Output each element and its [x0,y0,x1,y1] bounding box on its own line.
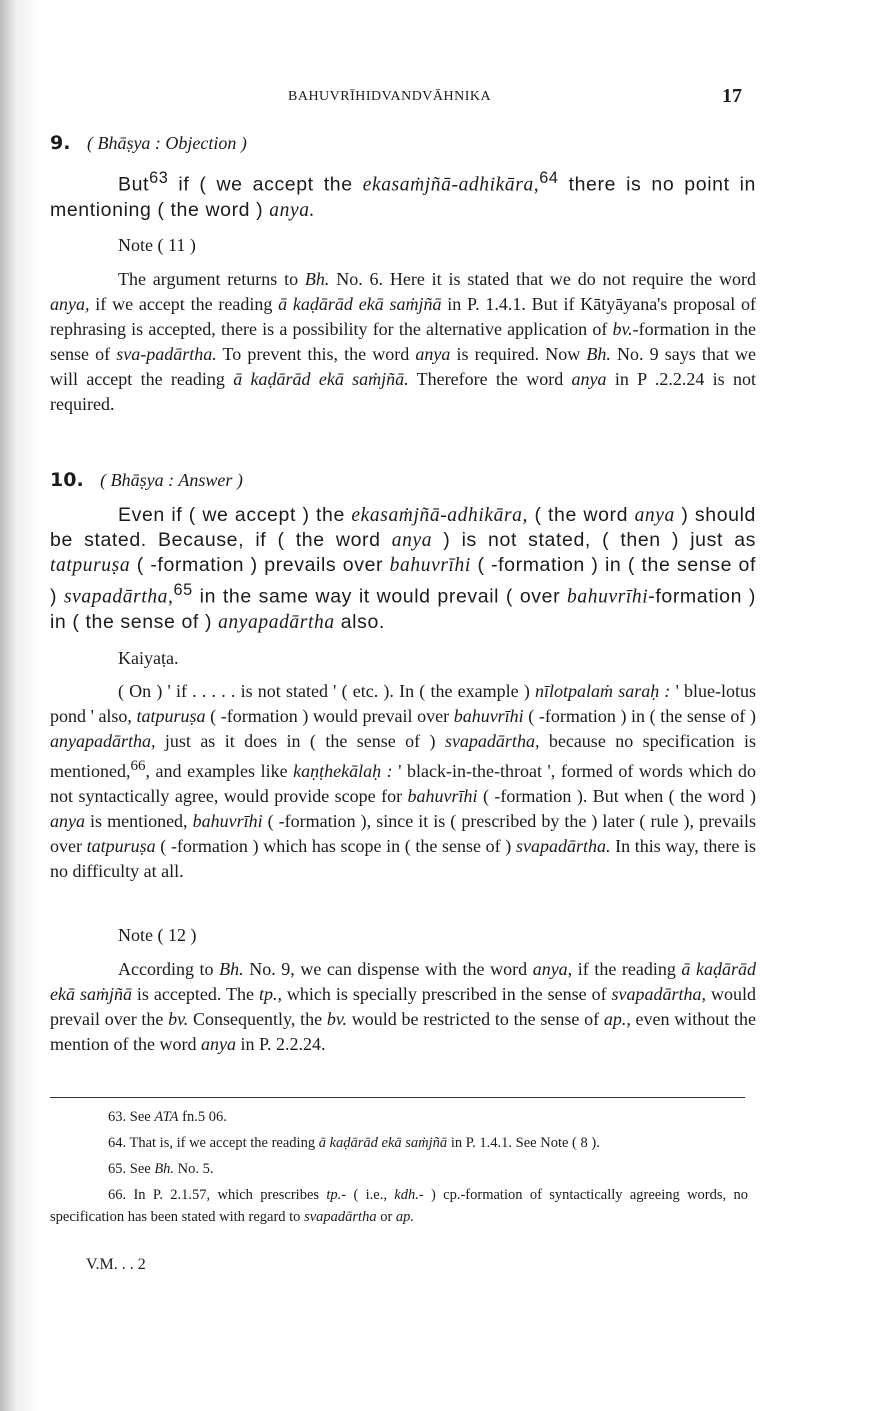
term: bv. [612,319,633,339]
text-run: In this way, there is no difficulty at all. [50,836,756,881]
text-run: ' black-in-the-throat ', formed of words which do not syntactically agree, would provide scope for [50,761,756,806]
note-12-text [50,957,756,1057]
footnote-number: 64. [108,1135,127,1151]
note-11 [50,232,756,417]
term: svapadārtha, [611,984,707,1004]
text-run: is mentioned, [85,811,193,831]
term: bahuvrīhi [453,706,524,726]
section-heading [50,467,756,493]
term: svapadārtha. [515,836,611,856]
text-run: if we accept the reading [89,294,279,314]
bhasya-objection-text [50,166,756,223]
text-run: if ( we accept the [168,173,363,196]
section-9 [50,130,756,223]
term: tatpuruṣa [50,555,131,576]
text-run: Even if ( we accept ) the [118,504,352,526]
term: ā kaḍārād ekā saṁjñā [50,959,756,1004]
text-run: in P. 2.2.24. [235,1034,326,1054]
term: anyapadārtha [218,611,335,633]
text-run: in P. 1.4.1. See Note ( 8 ). [447,1135,600,1151]
text-run: , and examples like [145,761,294,781]
term: ekasaṁjñā-adhikāra, [351,505,528,526]
term: sva-padārtha. [116,344,217,364]
term: bahuvrīhi [407,786,478,806]
section-label: ( Bhāṣya : Answer ) [100,470,243,490]
term: bv. [168,1009,189,1029]
footnote-64 [50,1132,748,1154]
text-run: No. 9 says that we will accept the reading [50,344,756,389]
footnote-divider [50,1097,745,1098]
footnote-number: 65. [108,1161,127,1177]
text-run: in P. 1.4.1. But if Kātyāyana's proposal of rephrasing is accepted, there is a possibility for the alternative application of [50,294,756,339]
term: anya [200,1034,236,1054]
term: kdh.- [394,1187,424,1203]
kaiyata-heading: Kaiyaṭa. [118,648,179,668]
text-run: Therefore the word [408,369,572,389]
text-run: ( -formation ) in ( the sense of ) [50,554,757,608]
footnote-65 [50,1158,748,1180]
text-run: -formation ) in ( the sense of ) [50,585,756,633]
page-header [0,85,885,109]
text-run: No. 5. [174,1161,214,1177]
term: anya [571,369,607,389]
section-number: 10. [50,469,84,491]
text-run: even without the mention of the word [50,1009,756,1054]
footnote-ref-65: 65 [173,581,193,599]
text-run: ) should be stated. Because, if ( the word [50,504,756,551]
term: kaṇṭhekālaḥ : [293,761,393,781]
text-run: in P .2.2.24 is not required. [50,369,756,414]
section-10 [50,467,756,635]
section-number: 9. [50,132,71,154]
text-run: But [118,173,150,196]
term: anya [50,811,85,831]
text-run: would be restricted to the sense of [347,1009,604,1029]
text-run: ( -formation ) in ( the sense of ) [523,706,757,726]
text-run: ( -formation ), since it is ( prescribed by the ) later ( rule ), prevails over [50,811,756,856]
term: anya [391,530,433,551]
term: anya, [50,294,90,314]
section-heading [50,130,756,156]
note-heading: Note ( 12 ) [118,925,197,945]
kaiyata-commentary [50,645,756,884]
text-run: ) is not stated, ( then ) just as [432,529,756,551]
term: Bh. [586,344,611,364]
term: bv. [326,1009,347,1029]
text-run: which is specially prescribed in the sense of [281,984,612,1004]
text-run: or [376,1209,396,1225]
text-run: there is no point in mentioning ( the word ) [50,173,756,221]
term: Bh. [154,1161,175,1177]
text-run: No. 9, we can dispense with the word [243,959,533,979]
scan-shadow-edge [0,0,40,1411]
term: tatpuruṣa [86,836,156,856]
printer-signature: V.M. . . 2 [86,1256,146,1273]
text-run: According to [118,959,220,979]
footnote-number: 66. [108,1187,127,1203]
term: nīlotpalaṁ saraḥ : [535,681,671,701]
text-run: The argument returns to [118,269,305,289]
term: svapadārtha, [63,586,174,608]
term: tp., [258,984,282,1004]
text-run: See [126,1109,155,1125]
text-run: ( -formation ) would prevail over [205,706,454,726]
note-11-text [50,267,756,417]
text-run: because no specification is mentioned, [50,731,756,781]
text-run: ' blue-lotus pond ' also, [50,681,756,726]
term: ā kaḍārād ekā saṁjñā [278,294,442,314]
term: bahuvrīhi [567,586,649,608]
text-run: just as it does in ( the sense of ) [155,731,445,751]
running-title: BAHUVRĪHIDVANDVĀHNIKA [288,89,492,104]
text-run: -formation in the sense of [50,319,757,364]
kaiyata-text [50,679,756,884]
text-run: ( On ) ' if . . . . . is not stated ' ( etc. ). In ( the example ) [118,681,535,701]
term: Bh. [304,269,330,289]
term: svapadārtha [304,1209,377,1225]
text-run: ( -formation ) which has scope in ( the sense of ) [155,836,516,856]
text-run: Consequently, the [188,1009,327,1029]
footnote-ref-66: 66 [130,758,146,774]
text-run: in the same way it would prevail ( over [192,585,568,608]
text-run: is required. Now [450,344,587,364]
term: ap., [603,1009,631,1029]
text-run: No. 6. Here it is stated that we do not require the word [329,269,756,289]
text-run: In P. 2.1.57, which prescribes [126,1187,327,1203]
term: bahuvrīhi [192,811,263,831]
term: ATA [154,1109,179,1125]
term: anya. [269,199,316,221]
text-run: fn.5 06. [178,1109,227,1125]
footnote-number: 63. [108,1109,127,1125]
term: anyapadārtha, [50,731,156,751]
text-run: also. [334,610,385,633]
text-run: ( -formation ) prevails over [130,554,390,576]
term: ā kaḍārād ekā saṁjñā. [233,369,409,389]
text-run: That is, if we accept the reading [126,1135,319,1151]
footnotes [50,1106,748,1228]
term: anya, [532,959,573,979]
text-run: is accepted. The [131,984,259,1004]
term: Bh. [219,959,244,979]
section-label: ( Bhāṣya : Objection ) [86,133,247,153]
term: ā kaḍārād ekā saṁjñā [318,1135,448,1151]
text-run: ) cp.-formation of syntactically agreeing words, no specification has been stated with regard to [50,1187,748,1225]
term: anya [634,505,675,526]
term: bahuvrīhi [389,555,471,576]
text-run: ( the word [528,504,635,526]
term: tatpuruṣa [136,706,206,726]
term: ap. [395,1209,415,1225]
note-12 [50,922,756,1057]
page-number: 17 [722,85,742,107]
text-run: if the reading [572,959,682,979]
term: svapadārtha, [444,731,540,751]
footnote-66 [50,1184,748,1228]
text-run: ( i.e., [346,1187,395,1203]
term: anya [415,344,451,364]
term: tp.- [326,1187,347,1203]
bhasya-answer-text [50,503,756,635]
footnote-ref-64: 64 [539,169,559,187]
term: ekasaṁjñā-adhikāra, [362,174,540,196]
footnote-ref-63: 63 [149,169,169,187]
text-run: would prevail over the [50,984,757,1029]
text-run: ( -formation ). But when ( the word ) [477,786,756,806]
text-run: To prevent this, the word [216,344,416,364]
note-heading: Note ( 11 ) [118,235,196,255]
text-run: See [126,1161,155,1177]
footnote-63 [50,1106,748,1128]
